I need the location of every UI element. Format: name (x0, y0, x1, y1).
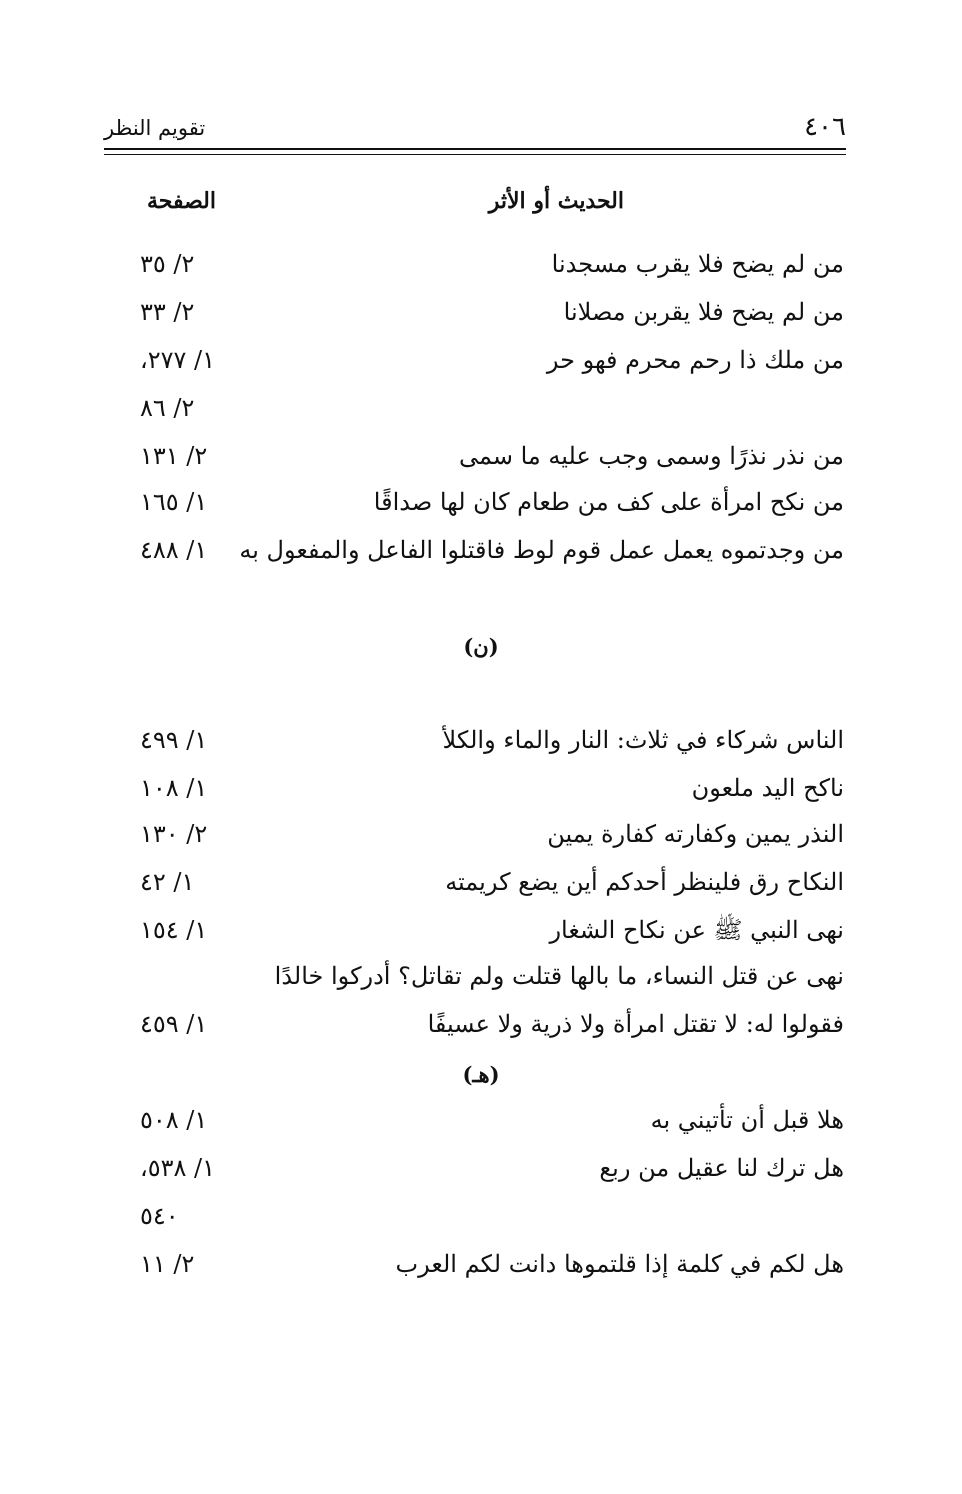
page-reference: ١/ ٢٧٧، (140, 346, 216, 374)
page-reference: ١/ ٤٨٨ (140, 536, 208, 564)
hadith-text: من لم يضح فلا يقربن مصلانا (563, 298, 844, 326)
index-row (0, 1244, 962, 1284)
page-reference: ٢/ ١٣٠ (140, 820, 208, 848)
index-row (0, 1100, 962, 1140)
index-row (0, 340, 962, 380)
running-title: تقويم النظر (104, 116, 206, 140)
page-number: ٤٠٦ (804, 112, 846, 142)
hadith-text: النكاح رق فلينظر أحدكم أين يضع كريمته (445, 868, 844, 896)
page-reference: ٢/ ١١ (140, 1250, 195, 1278)
hadith-text: هلا قبل أن تأتيني به (650, 1106, 844, 1134)
index-row (0, 814, 962, 854)
page-reference: ٥٤٠ (140, 1202, 179, 1230)
index-row (0, 720, 962, 760)
index-row (0, 1196, 962, 1236)
header-rule-thin (104, 154, 846, 155)
column-heading-hadith: الحديث أو الأثر (488, 188, 624, 214)
hadith-text: نهى عن قتل النساء، ما بالها قتلت ولم تقاتل؟ أدركوا خالدًا (274, 962, 844, 990)
hadith-text: ناكح اليد ملعون (691, 774, 844, 802)
page-reference: ٢/ ٣٣ (140, 298, 195, 326)
index-row (0, 910, 962, 950)
index-row (0, 956, 962, 996)
index-row (0, 388, 962, 428)
section-heading-ha: (هـ) (462, 1062, 500, 1087)
hadith-text: الناس شركاء في ثلاث: النار والماء والكلأ (442, 726, 844, 754)
page-reference: ١/ ١٦٥ (140, 488, 208, 516)
hadith-text: من ملك ذا رحم محرم فهو حر (546, 346, 844, 374)
index-row (0, 530, 962, 570)
index-row (0, 436, 962, 476)
hadith-text: من وجدتموه يعمل عمل قوم لوط فاقتلوا الفاعل والمفعول به (239, 536, 844, 564)
index-row (0, 768, 962, 808)
hadith-text: النذر يمين وكفارته كفارة يمين (547, 820, 844, 848)
page-reference: ١/ ١٠٨ (140, 774, 208, 802)
page-reference: ١/ ٤٩٩ (140, 726, 208, 754)
hadith-text: هل لكم في كلمة إذا قلتموها دانت لكم العرب (395, 1250, 844, 1278)
index-row (0, 482, 962, 522)
hadith-text: من نذر نذرًا وسمى وجب عليه ما سمى (458, 442, 844, 470)
hadith-text: فقولوا له: لا تقتل امرأة ولا ذرية ولا عسيفًا (427, 1010, 844, 1038)
index-row (0, 862, 962, 902)
running-header (104, 112, 846, 144)
section-heading-nun: (ن) (463, 634, 499, 659)
index-row (0, 244, 962, 284)
hadith-text: من لم يضح فلا يقرب مسجدنا (551, 250, 844, 278)
page-reference: ٢/ ١٣١ (140, 442, 208, 470)
page-reference: ٢/ ٨٦ (140, 394, 195, 422)
hadith-text: هل ترك لنا عقيل من ربع (599, 1154, 844, 1182)
page-reference: ١/ ٤٥٩ (140, 1010, 208, 1038)
column-heading-page: الصفحة (146, 188, 216, 214)
index-row (0, 1148, 962, 1188)
index-row (0, 1004, 962, 1044)
hadith-text: نهى النبي ﷺ عن نكاح الشغار (549, 916, 844, 944)
page-reference: ١/ ١٥٤ (140, 916, 208, 944)
page-reference: ١/ ٥٠٨ (140, 1106, 208, 1134)
hadith-text: من نكح امرأة على كف من طعام كان لها صداقًا (373, 488, 844, 516)
index-row (0, 292, 962, 332)
page-reference: ١/ ٤٢ (140, 868, 195, 896)
page-reference: ١/ ٥٣٨، (140, 1154, 216, 1182)
header-rule-thick (104, 148, 846, 150)
page-reference: ٢/ ٣٥ (140, 250, 195, 278)
